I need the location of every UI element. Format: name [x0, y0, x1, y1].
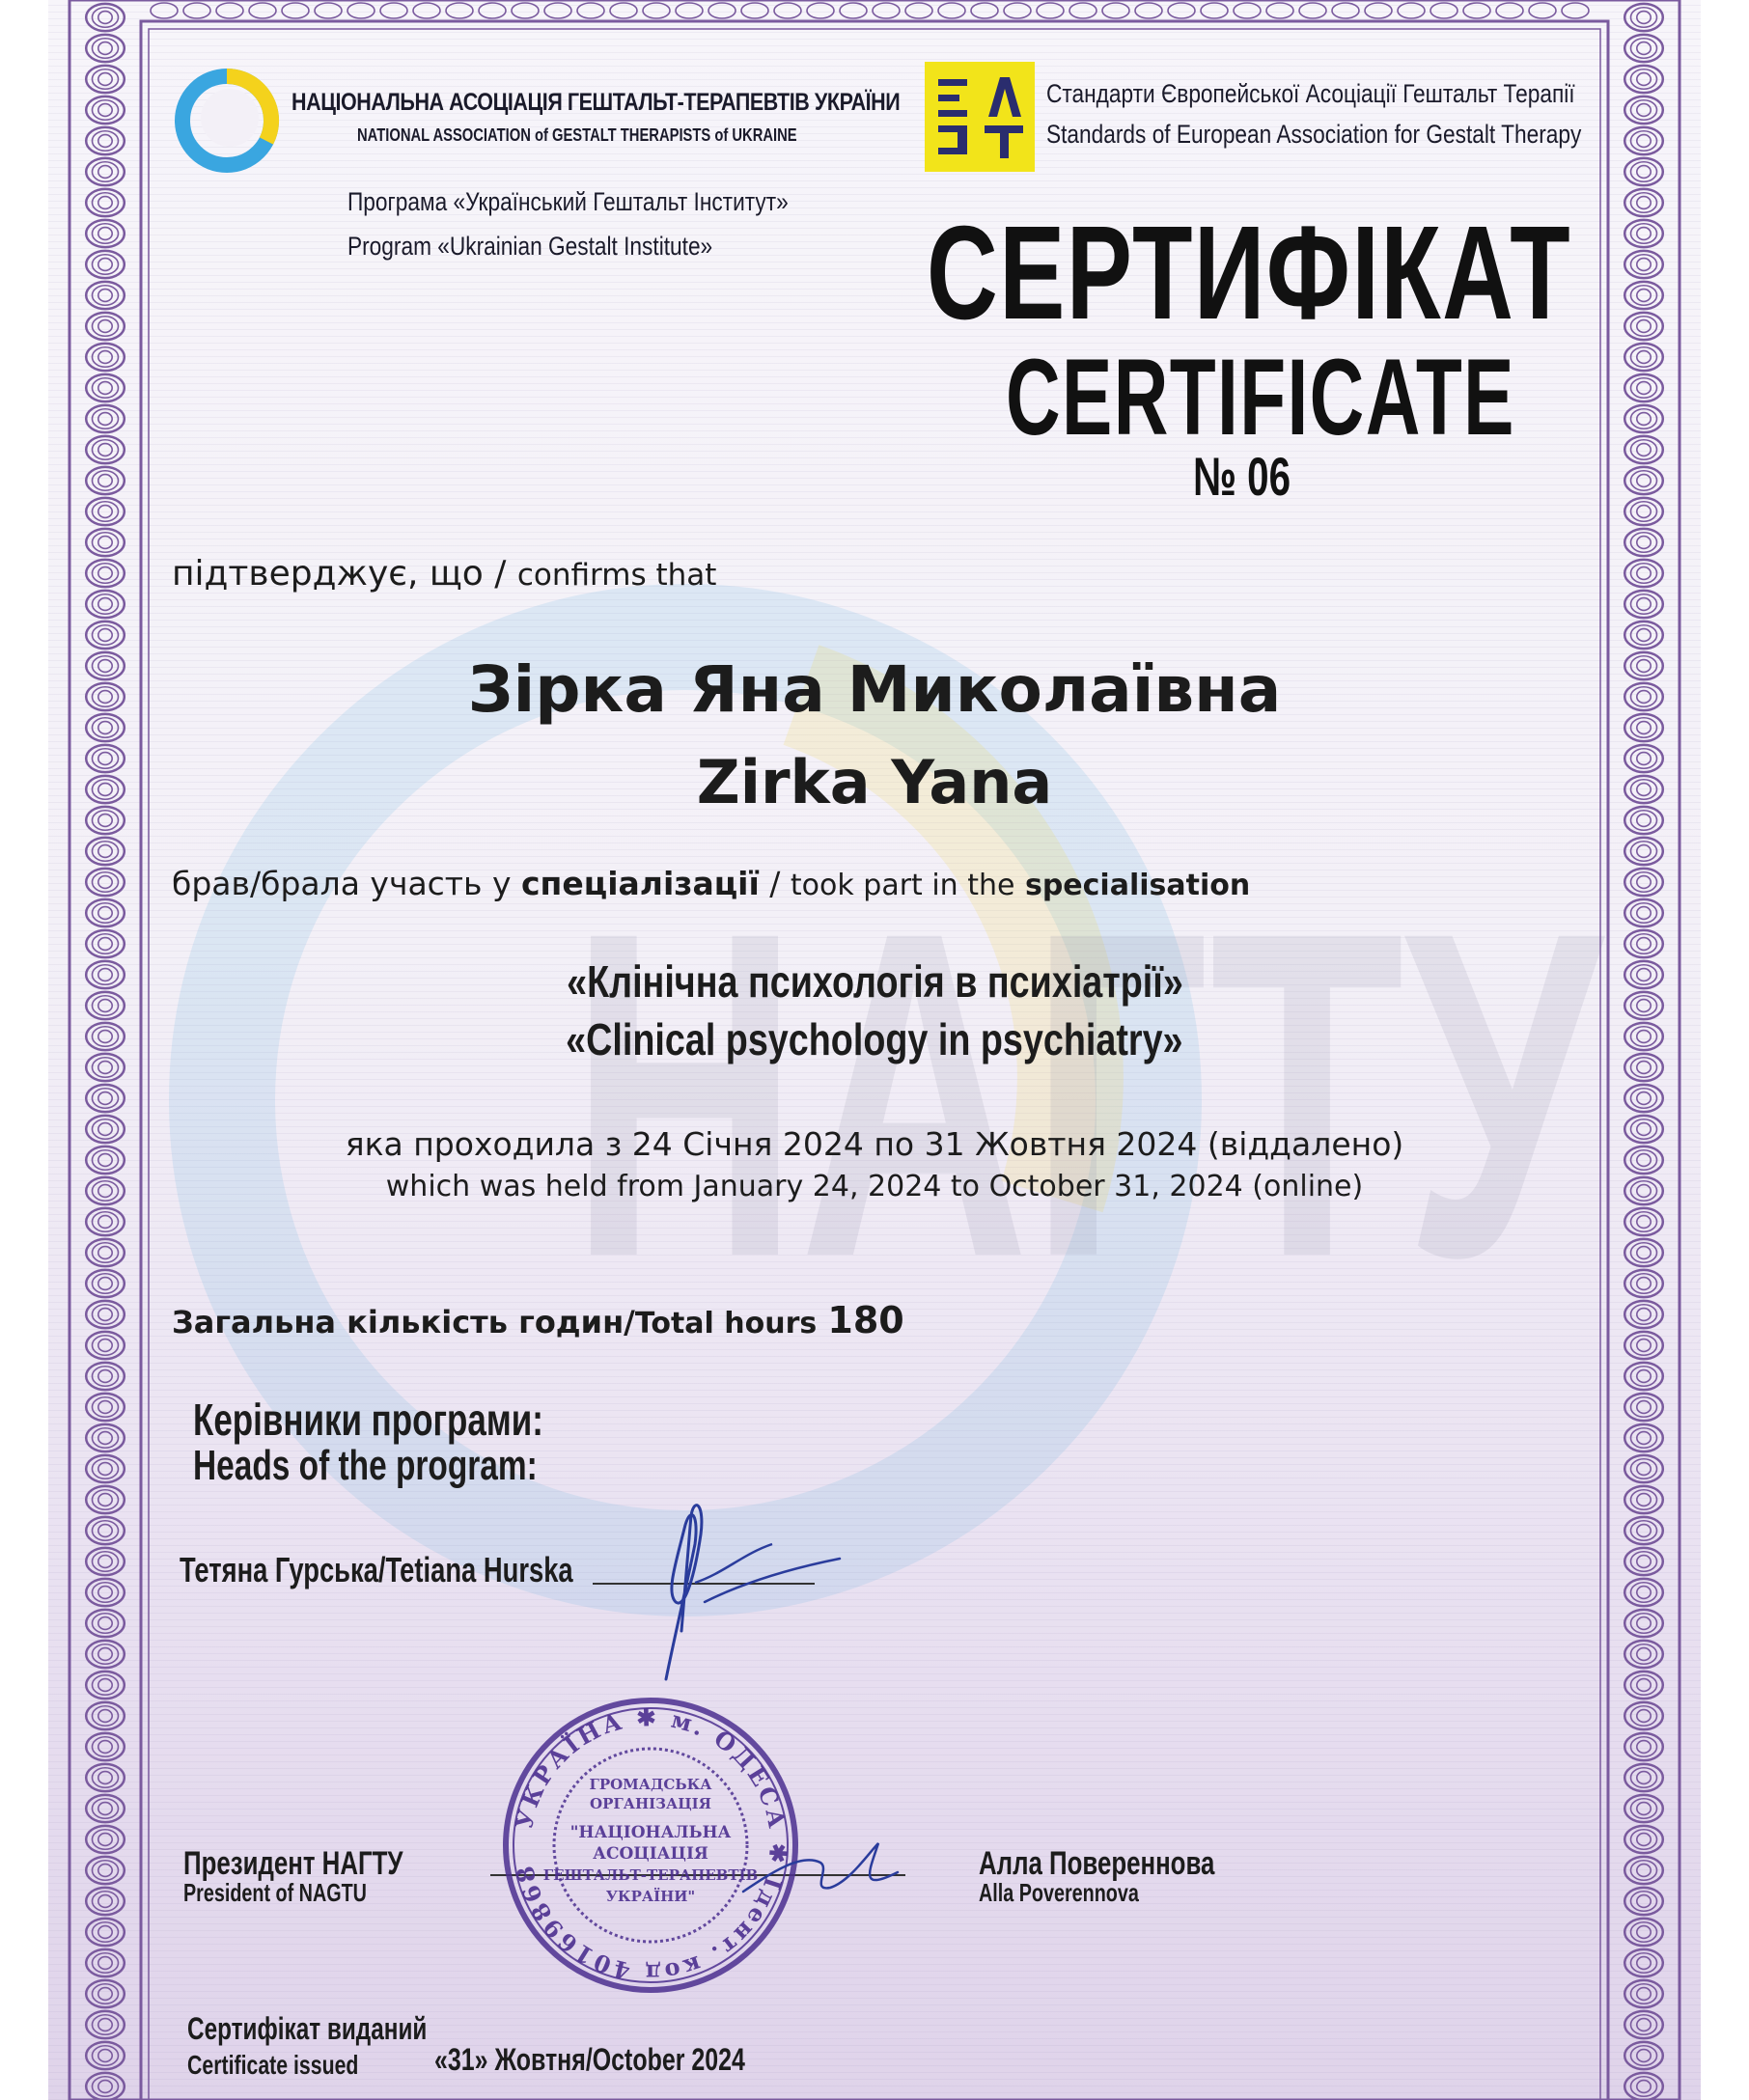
specialisation-en-text: «Clinical psychology in psychiatry»: [566, 1014, 1183, 1064]
border-ring: [1637, 1432, 1651, 1445]
program-uk: Програма «Український Гештальт Інститут»: [347, 187, 789, 216]
border-ring: [98, 42, 112, 55]
border-ring: [1637, 537, 1651, 549]
border-ring: [380, 3, 407, 18]
border-ring: [98, 413, 112, 426]
border-ring: [1637, 1679, 1651, 1692]
border-ring: [1637, 320, 1651, 333]
border-ring: [1637, 2050, 1651, 2062]
border-ring: [98, 1432, 112, 1445]
border-ring: [577, 3, 604, 18]
border-ring: [1637, 1463, 1651, 1476]
border-ring: [98, 1216, 112, 1229]
border-ring: [98, 1370, 112, 1383]
border-ring: [98, 1834, 112, 1846]
border-ring: [98, 537, 112, 549]
border-ring: [1637, 1895, 1651, 1908]
border-ring: [98, 1309, 112, 1321]
border-ring: [1637, 12, 1651, 24]
border-ring: [151, 3, 178, 18]
border-ring: [98, 2019, 112, 2031]
border-ring: [643, 3, 670, 18]
border-ring: [1637, 845, 1651, 858]
border-ring: [98, 2050, 112, 2062]
border-ring: [1637, 1309, 1651, 1321]
border-ring: [1637, 166, 1651, 179]
border-ring: [98, 1895, 112, 1908]
border-ring: [1135, 3, 1162, 18]
participation-separator: /: [759, 865, 791, 902]
border-ring: [1637, 1587, 1651, 1599]
president-name-uk: Алла Повереннова: [979, 1845, 1215, 1882]
hours-value: 180: [827, 1299, 904, 1341]
border-ring: [1266, 3, 1293, 18]
border-ring: [1637, 351, 1651, 364]
participation-uk-a: брав/брала участь у: [172, 865, 512, 902]
border-ring: [938, 3, 965, 18]
border-ring: [98, 506, 112, 518]
border-ring: [1637, 42, 1651, 55]
watermark-text: НАГТУ: [569, 835, 1609, 1353]
border-ring: [98, 320, 112, 333]
border-ring: [98, 1772, 112, 1784]
certificate-number: № 06: [1193, 446, 1291, 507]
hours-label-uk: Загальна кількість годин/: [172, 1304, 635, 1340]
border-ring: [98, 1617, 112, 1630]
border-ring: [1037, 3, 1064, 18]
border-ring: [1637, 1617, 1651, 1630]
recipient-name-uk: Зірка Яна Миколаївна: [467, 652, 1282, 727]
issued-label-uk: Сертифікат виданий: [187, 2011, 428, 2046]
border-ring: [98, 1988, 112, 2001]
confirms-en: confirms that: [516, 558, 717, 593]
border-ring: [216, 3, 243, 18]
border-ring: [98, 197, 112, 209]
border-ring: [1637, 1741, 1651, 1754]
border-ring: [98, 1926, 112, 1939]
border-ring: [98, 166, 112, 179]
border-ring: [1637, 73, 1651, 86]
head-name: Тетяна Гурська/Tetiana Hurska: [180, 1550, 573, 1589]
border-ring: [1463, 3, 1490, 18]
border-ring: [1637, 1834, 1651, 1846]
border-ring: [1637, 1772, 1651, 1784]
border-ring: [1637, 1957, 1651, 1970]
border-ring: [98, 475, 112, 487]
border-ring: [98, 444, 112, 456]
border-ring: [1637, 938, 1651, 951]
border-ring: [1637, 1494, 1651, 1506]
border-ring: [98, 598, 112, 611]
border-ring: [1637, 1803, 1651, 1815]
nagtu-logo-icon: [170, 64, 284, 178]
border-ring: [315, 3, 342, 18]
border-ring: [1430, 3, 1458, 18]
border-ring: [708, 3, 736, 18]
border-ring: [1637, 413, 1651, 426]
stamp-line4: АСОЦІАЦІЯ: [593, 1844, 708, 1864]
border-ring: [1168, 3, 1195, 18]
border-ring: [98, 1340, 112, 1352]
border-ring: [840, 3, 867, 18]
border-ring: [98, 1556, 112, 1568]
border-ring: [1234, 3, 1261, 18]
hours-label-en: Total hours: [634, 1307, 818, 1340]
border-ring: [98, 845, 112, 858]
border-ring: [98, 1494, 112, 1506]
border-ring: [98, 1587, 112, 1599]
border-ring: [1637, 876, 1651, 889]
specialisation-uk-text: «Клінічна психологія в психіатрії»: [566, 956, 1183, 1007]
border-ring: [544, 3, 571, 18]
org-name-uk: НАЦІОНАЛЬНА АСОЦІАЦІЯ ГЕШТАЛЬТ-ТЕРАПЕВТІВ УКРАЇНИ: [292, 89, 901, 116]
border-ring: [1637, 444, 1651, 456]
signature-head: [598, 1486, 869, 1689]
border-ring: [98, 73, 112, 86]
border-ring: [1637, 135, 1651, 148]
border-ring: [1637, 598, 1651, 611]
border-ring: [1637, 1370, 1651, 1383]
border-ring: [98, 1648, 112, 1661]
border-ring: [1637, 1865, 1651, 1877]
border-ring: [1332, 3, 1359, 18]
confirms-line: [172, 554, 716, 594]
border-ring: [1637, 259, 1651, 271]
signature-president: [734, 1814, 927, 1920]
border-ring: [282, 3, 309, 18]
border-ring: [1637, 907, 1651, 920]
border-ring: [446, 3, 473, 18]
border-ring: [1637, 1247, 1651, 1259]
border-ring: [98, 290, 112, 302]
border-ring: [1637, 1988, 1651, 2001]
border-ring: [1562, 3, 1589, 18]
border-ring: [1637, 1556, 1651, 1568]
border-ring: [1637, 567, 1651, 580]
program-en: Program «Ukrainian Gestalt Institute»: [347, 232, 713, 261]
border-ring: [98, 907, 112, 920]
border-ring: [1637, 197, 1651, 209]
border-ring: [512, 3, 539, 18]
stamp-outer-text: УКРАЇНА ✱ м. ОДЕСА ✱ Ідент. код 40169868: [510, 1702, 793, 1988]
president-name-en: Alla Poverennova: [979, 1878, 1139, 1907]
specialisation-uk: [0, 955, 1749, 1008]
border-ring: [1637, 1216, 1651, 1229]
border-ring: [1637, 228, 1651, 240]
border-ring: [905, 3, 932, 18]
border-ring: [1637, 1401, 1651, 1414]
border-ring: [98, 1710, 112, 1723]
border-ring: [98, 1092, 112, 1105]
held-dates-en: which was held from January 24, 2024 to October 31, 2024 (online): [385, 1170, 1364, 1203]
border-ring: [98, 228, 112, 240]
border-ring: [676, 3, 703, 18]
border-ring: [1637, 1092, 1651, 1105]
border-ring: [1637, 475, 1651, 487]
stamp-line3: "НАЦІОНАЛЬНА: [569, 1823, 732, 1842]
border-ring: [98, 1803, 112, 1815]
border-ring: [98, 259, 112, 271]
border-ring: [1637, 1710, 1651, 1723]
border-ring: [98, 938, 112, 951]
border-ring: [98, 2081, 112, 2093]
total-hours-line: [172, 1299, 904, 1341]
border-ring: [98, 351, 112, 364]
eagt-logo-icon: [925, 62, 1035, 172]
border-ring: [98, 876, 112, 889]
border-ring: [1637, 1648, 1651, 1661]
border-ring: [98, 1957, 112, 1970]
confirms-uk: підтверджує, що /: [172, 554, 507, 594]
border-ring: [98, 1247, 112, 1259]
border-ring: [807, 3, 834, 18]
border-ring: [1637, 1926, 1651, 1939]
recipient-name-en: Zirka Yana: [696, 747, 1053, 817]
border-ring: [98, 567, 112, 580]
certificate-page: [48, 0, 1701, 2100]
certificate-title-en: CERTIFICATE: [1006, 337, 1515, 457]
specialisation-en: [0, 1013, 1749, 1065]
president-label-en: President of NAGTU: [183, 1878, 367, 1907]
border-ring: [741, 3, 768, 18]
participation-en-a: took part in the: [790, 869, 1015, 902]
border-ring: [1637, 2019, 1651, 2031]
border-ring: [873, 3, 900, 18]
issued-label-en: Certificate issued: [187, 2050, 359, 2080]
border-ring: [1637, 104, 1651, 117]
stamp-line5: ГЕШТАЛЬТ-ТЕРАПЕВТІВ: [542, 1866, 759, 1884]
border-ring: [98, 1679, 112, 1692]
border-ring: [479, 3, 506, 18]
border-ring: [1637, 1278, 1651, 1290]
border-ring: [774, 3, 801, 18]
border-ring: [98, 1865, 112, 1877]
standards-en: Standards of European Association for Gestalt Therapy: [1046, 120, 1582, 149]
border-ring: [98, 1463, 112, 1476]
border-ring: [98, 135, 112, 148]
border-ring: [1102, 3, 1129, 18]
border-ring: [183, 3, 210, 18]
border-ring: [1299, 3, 1326, 18]
border-ring: [1004, 3, 1031, 18]
border-ring: [1637, 1525, 1651, 1537]
participation-line: [172, 865, 1250, 902]
border-ring: [1637, 382, 1651, 395]
org-name-en: NATIONAL ASSOCIATION of GESTALT THERAPISTS of UKRAINE: [357, 125, 797, 145]
stamp-line6: УКРАЇНИ": [605, 1888, 696, 1905]
border-ring: [98, 1741, 112, 1754]
border-ring: [610, 3, 637, 18]
stamp-line1: ГРОМАДСЬКА: [589, 1776, 712, 1793]
border-ring: [1637, 629, 1651, 642]
border-ring: [98, 629, 112, 642]
border-ring: [1637, 2081, 1651, 2093]
president-label-uk: Президент НАГТУ: [183, 1845, 403, 1882]
border-ring: [1637, 506, 1651, 518]
border-ring: [1529, 3, 1556, 18]
border-ring: [413, 3, 440, 18]
border-ring: [249, 3, 276, 18]
border-ring: [347, 3, 375, 18]
border-ring: [98, 1278, 112, 1290]
border-ring: [98, 12, 112, 24]
border-ring: [1201, 3, 1228, 18]
border-ring: [1398, 3, 1425, 18]
border-ring: [971, 3, 998, 18]
participation-uk-b: спеціалізації: [521, 865, 760, 902]
issued-date: «31» Жовтня/October 2024: [434, 2042, 745, 2077]
certificate-title-uk: СЕРТИФІКАТ: [927, 199, 1572, 347]
border-ring: [1069, 3, 1097, 18]
held-dates-uk: яка проходила з 24 Січня 2024 по 31 Жовтня 2024 (віддалено): [345, 1125, 1404, 1163]
border-ring: [1496, 3, 1523, 18]
border-ring: [1637, 290, 1651, 302]
border-ring: [98, 1525, 112, 1537]
border-ring: [98, 382, 112, 395]
standards-uk: Стандарти Європейської Асоціації Гештальт Терапії: [1046, 79, 1575, 108]
border-ring: [98, 1401, 112, 1414]
border-ring: [1365, 3, 1392, 18]
heads-label-uk: Керівники програми:: [193, 1395, 543, 1445]
participation-en-b: specialisation: [1024, 869, 1251, 902]
stamp-line2: ОРГАНІЗАЦІЯ: [590, 1795, 711, 1812]
border-ring: [98, 104, 112, 117]
heads-label-en: Heads of the program:: [193, 1442, 538, 1489]
border-ring: [1637, 1340, 1651, 1352]
